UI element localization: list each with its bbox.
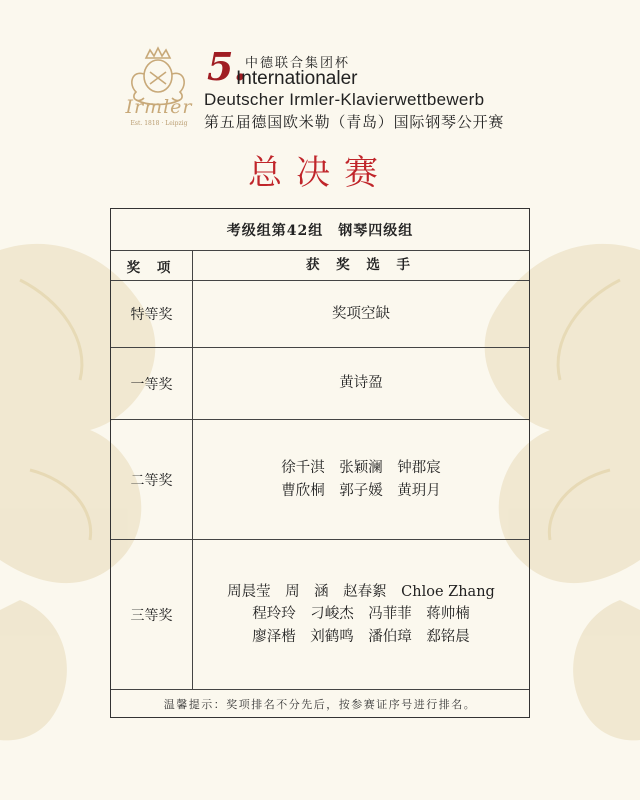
note-row <box>111 690 529 717</box>
logo-established: Est. 1818 · Leipzig <box>130 120 188 127</box>
winner-line: 曹欣桐 郭子媛 黄玥月 <box>281 482 441 499</box>
award-name: 二等奖 <box>111 420 193 539</box>
table-row <box>111 281 529 348</box>
competition-title-line1: Internationaler <box>236 68 358 89</box>
winner-line: 周晨莹 周 涵 赵春絮 Chloe Zhang <box>227 583 495 600</box>
winner-line: 徐千淇 张颖澜 钟郡宸 <box>281 460 441 477</box>
winner-line: 廖泽楷 刘鹤鸣 潘伯璋 郄铭晨 <box>252 628 470 645</box>
table-row <box>111 420 529 540</box>
irmler-logo-text: Irmler <box>125 96 193 118</box>
winner-line: 黄诗盈 <box>339 375 383 392</box>
results-table <box>110 208 530 718</box>
column-header-award: 奖 项 <box>126 259 177 276</box>
group-title: 考级组第42组 钢琴四级组 <box>226 222 414 239</box>
sponsor-cup-name: 中德联合集团杯 <box>245 56 351 71</box>
edition-number: 5. <box>207 44 247 89</box>
award-name: 特等奖 <box>111 281 193 347</box>
page-title: 总决赛 <box>248 153 392 193</box>
award-name: 三等奖 <box>111 540 193 689</box>
winner-line: 奖项空缺 <box>332 305 390 322</box>
award-name: 一等奖 <box>111 348 193 419</box>
group-title-row <box>111 209 529 251</box>
column-header-winners: 获 奖 选 手 <box>305 257 417 274</box>
winner-line: 程玲玲 刁峻杰 冯菲菲 蒋帅楠 <box>252 606 470 623</box>
table-row <box>111 540 529 690</box>
competition-title-cn: 第五届德国欧米勒（青岛）国际钢琴公开赛 <box>204 113 505 131</box>
competition-title-line2: Deutscher Irmler-Klavierwettbewerb <box>204 90 485 109</box>
column-header-row <box>111 251 529 281</box>
header <box>0 0 640 200</box>
footnote: 温馨提示：奖项排名不分先后，按参赛证序号进行排名。 <box>163 697 477 711</box>
table-row <box>111 348 529 420</box>
